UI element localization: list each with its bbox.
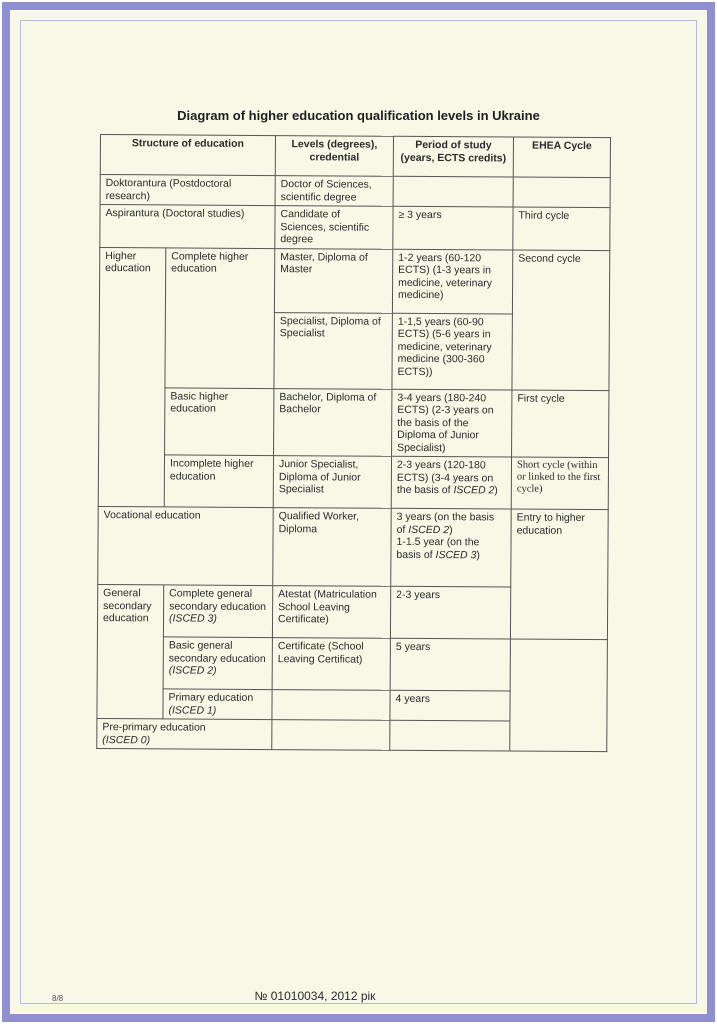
document-number: № 01010034, 2012 рік (254, 989, 376, 1003)
header-structure: Structure of education (100, 135, 275, 176)
aspirantura-period: ≥ 3 years (393, 206, 513, 249)
complete-secondary-period: 2-3 years (390, 586, 510, 639)
table-row-master (99, 247, 609, 314)
table-header-row (100, 135, 610, 178)
atestat-level: Atestat (Matriculation School Leaving Certificate) (272, 586, 390, 639)
table-row-aspirantura (100, 205, 610, 251)
vocational-period: 3 years (on the basis of ISCED 2) 1-1.5 year (on the basis of ISCED 3) (391, 508, 511, 587)
pre-primary-level-empty (272, 720, 390, 751)
table-row-doktorantura (100, 175, 610, 208)
header-period: Period of study (years, ECTS credits) (393, 136, 513, 177)
aspirantura-structure: Aspirantura (Doctoral studies) (100, 205, 275, 249)
bachelor-level: Bachelor, Diploma of Bachelor (274, 388, 392, 456)
table-row-junior-specialist (98, 454, 608, 509)
incomplete-higher-label: Incomplete higher education (164, 455, 273, 508)
primary-level-empty (272, 690, 390, 721)
junior-specialist-period: 2-3 years (120-180 ECTS) (3-4 years on the basis of ISCED 2) (391, 456, 511, 509)
master-level: Master, Diploma of Master (274, 248, 392, 313)
doktorantura-period (393, 176, 513, 207)
master-period: 1-2 years (60-120 ECTS) (1-3 years in medicine, veterinary medicine) (392, 249, 512, 314)
vocational-level: Qualified Worker, Diploma (273, 508, 391, 587)
header-ehea: EHEA Cycle (513, 137, 610, 178)
doktorantura-level: Doctor of Sciences, scientific degree (275, 176, 393, 207)
basic-higher-label: Basic higher education (165, 387, 274, 455)
primary-period: 4 years (390, 690, 510, 721)
complete-higher-label: Complete higher education (165, 247, 275, 388)
higher-education-label: Higher education (98, 247, 166, 507)
entry-to-higher: Entry to higher education (510, 509, 608, 640)
doktorantura-structure: Doktorantura (Postdoctoral research) (100, 175, 275, 206)
bachelor-period: 3-4 years (180-240 ECTS) (2-3 years on the basis of the Diploma of Junior Specialist) (392, 389, 512, 457)
page-number: 8/8 (52, 994, 64, 1003)
header-levels: Levels (degrees), credential (275, 136, 393, 177)
page-title: Diagram of higher education qualification levels in Ukraine (177, 108, 540, 123)
aspirantura-level: Candidate of Sciences, scientific degree (275, 206, 393, 249)
junior-specialist-level: Junior Specialist, Diploma of Junior Specialist (273, 456, 391, 509)
complete-secondary-label: Complete general secondary education (ISCED 3) (163, 585, 272, 638)
table-row-bachelor (99, 387, 609, 458)
primary-label: Primary education (ISCED 1) (163, 689, 272, 720)
pre-primary-label: Pre-primary education (ISCED 0) (97, 718, 272, 749)
basic-secondary-period: 5 years (390, 638, 510, 691)
table-row-vocational (98, 506, 608, 587)
basic-secondary-label: Basic general secondary education (ISCED 2) (163, 637, 272, 690)
short-cycle: Short cycle (within or linked to the first cycle) (511, 457, 608, 510)
specialist-period: 1-1,5 years (60-90 ECTS) (5-6 years in medicine, veterinary medicine (300-360 ECTS)) (392, 313, 512, 390)
certificate-level: Certificate (School Leaving Certificat) (272, 638, 390, 691)
secondary-ehea-empty (510, 639, 608, 752)
general-secondary-label: General secondary education (97, 584, 164, 718)
aspirantura-ehea: Third cycle (513, 207, 610, 250)
table-row-basic-secondary (97, 636, 607, 691)
vocational-structure: Vocational education (98, 506, 273, 585)
doktorantura-ehea (513, 177, 610, 208)
second-cycle: Second cycle (512, 250, 610, 391)
qualification-table (96, 134, 611, 752)
first-cycle: First cycle (512, 390, 609, 458)
pre-primary-period-empty (390, 720, 510, 751)
specialist-level: Specialist, Diploma of Specialist (274, 312, 392, 389)
